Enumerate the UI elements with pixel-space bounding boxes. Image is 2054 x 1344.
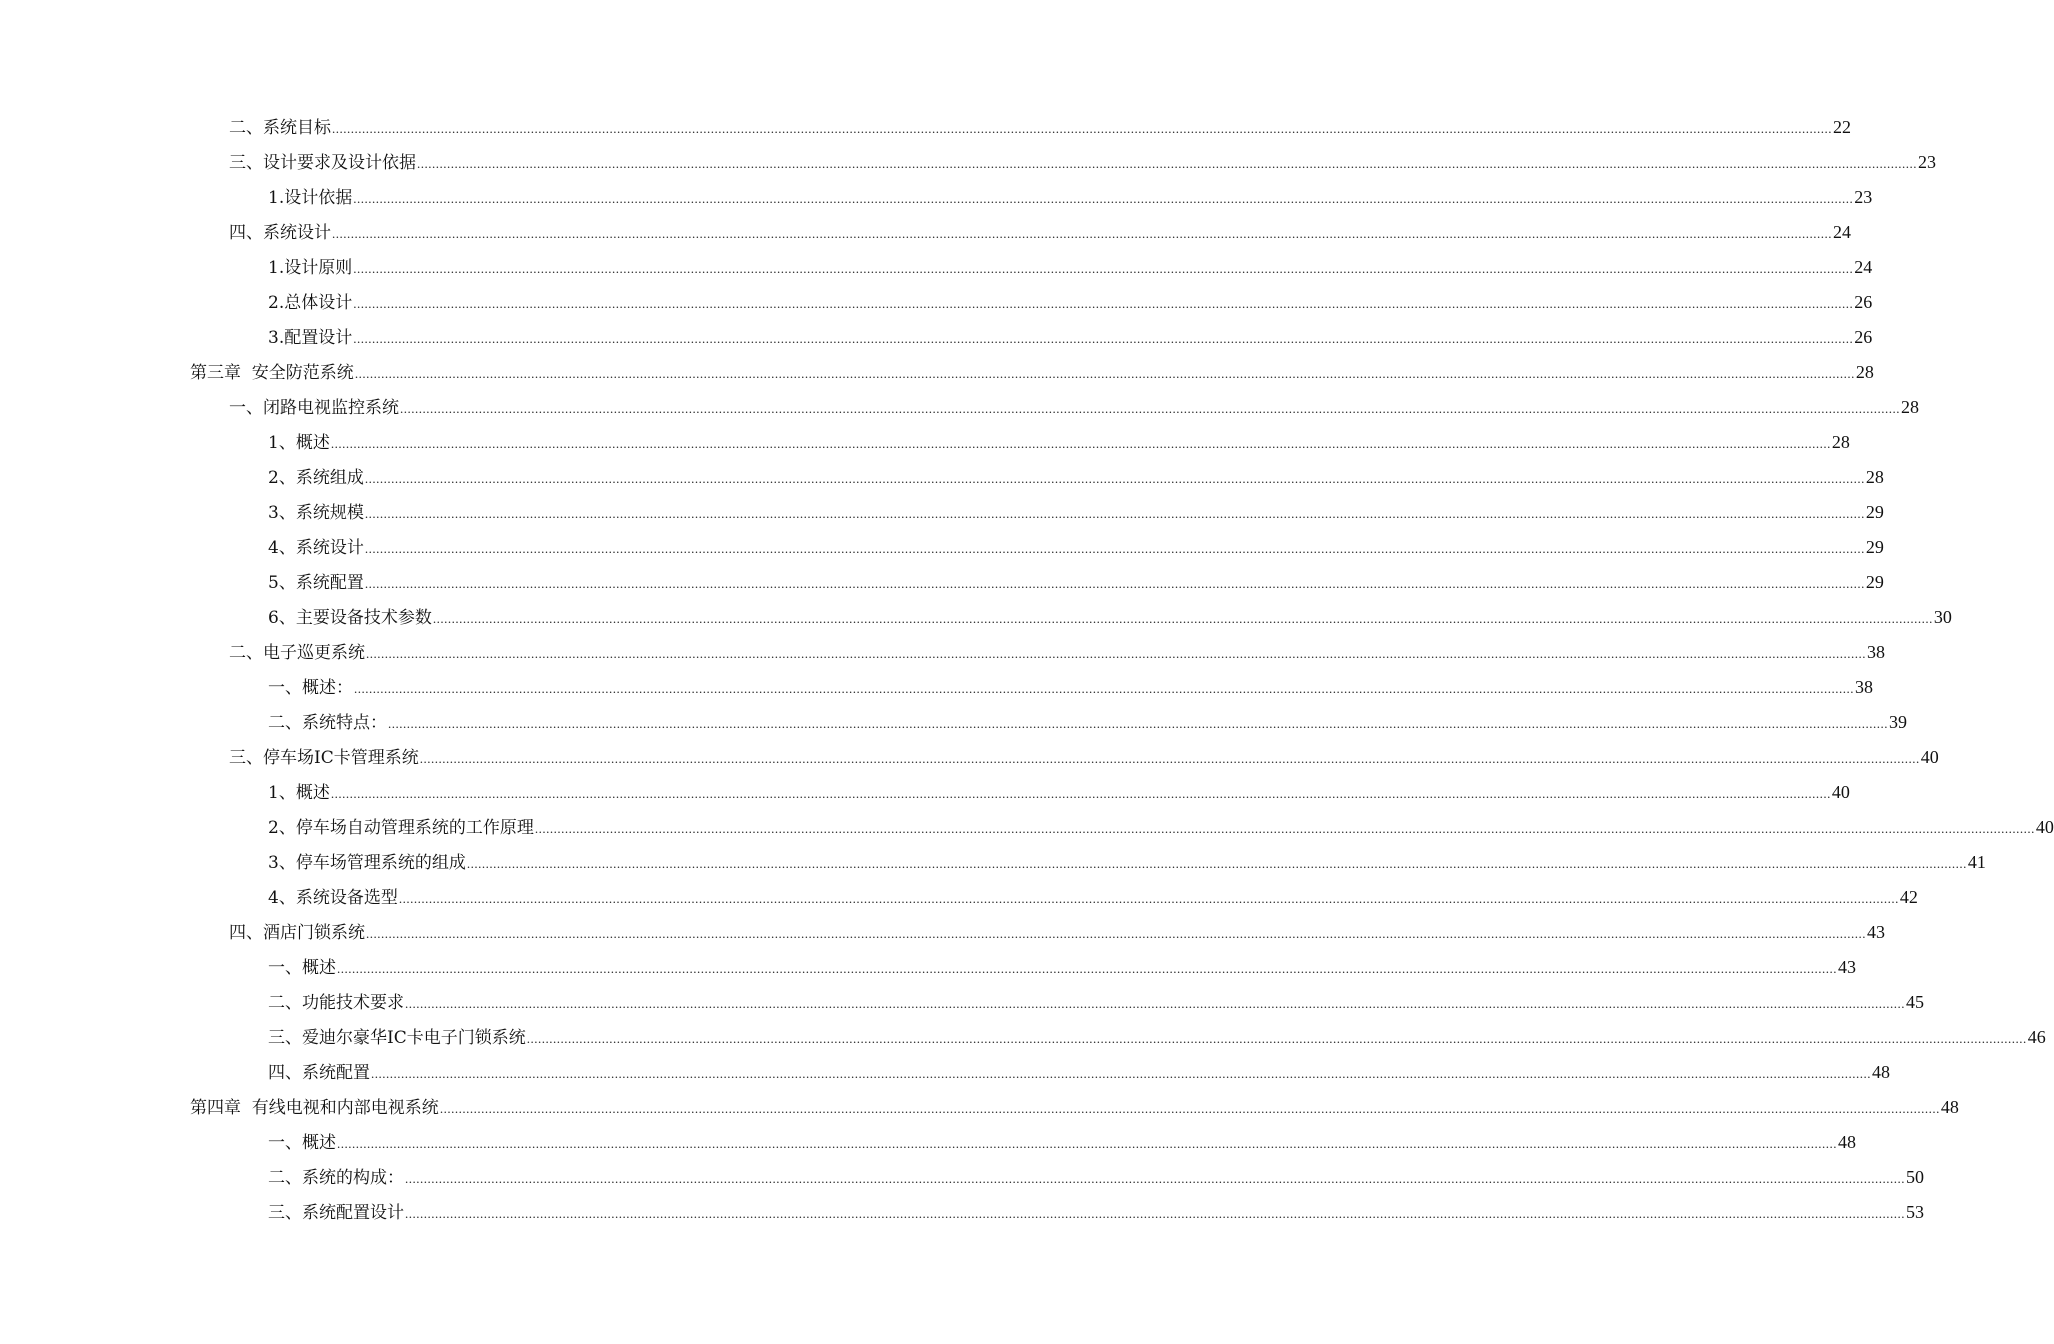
- toc-entry[interactable]: [0, 180, 1873, 215]
- toc-entry-page-number: 53: [1906, 1202, 1924, 1222]
- toc-entry-line: [268, 956, 1856, 980]
- toc-entry[interactable]: [0, 250, 1873, 285]
- dot-leader: ................................................................................................................................................................................................................................................................................................................................................................................................................: [432, 611, 1933, 626]
- toc-entry-line: [268, 1166, 1924, 1190]
- toc-entry-page-number: 38: [1855, 677, 1873, 697]
- toc-entry[interactable]: [0, 1160, 1924, 1195]
- toc-entry-line: [268, 606, 1952, 630]
- toc-entry-title: 一、概述：: [268, 678, 353, 698]
- toc-entry-page-number: 38: [1867, 642, 1885, 662]
- dot-leader: ................................................................................................................................................................................................................................................................................................................................................................................................................: [332, 121, 1832, 136]
- toc-entry-title: 三、停车场IC卡管理系统: [229, 748, 419, 768]
- toc-entry[interactable]: [0, 495, 1884, 530]
- toc-entry-title: 3.配置设计: [268, 328, 353, 348]
- toc-entry-page-number: 28: [1855, 362, 1874, 382]
- toc-entry-line: [268, 326, 1873, 350]
- toc-entry[interactable]: [0, 670, 1873, 705]
- toc-entry[interactable]: [0, 915, 1885, 950]
- toc-entry-line: [268, 1201, 1924, 1225]
- toc-entry-number: 3、: [268, 503, 296, 523]
- toc-entry[interactable]: [0, 460, 1884, 495]
- toc-entry-title: 一、概述: [268, 1133, 336, 1153]
- toc-entry-line: [268, 571, 1884, 595]
- toc-entry-line: [229, 396, 1919, 420]
- toc-entry-page-number: 40: [2035, 817, 2054, 837]
- dot-leader: ................................................................................................................................................................................................................................................................................................................................................................................................................: [353, 331, 1854, 346]
- toc-entry[interactable]: [0, 1020, 2046, 1055]
- toc-entry-line: [268, 466, 1884, 490]
- dot-leader: ................................................................................................................................................................................................................................................................................................................................................................................................................: [364, 576, 1865, 591]
- toc-entry-title: 1.设计原则: [268, 258, 353, 278]
- toc-entry-page-number: 24: [1833, 222, 1851, 242]
- dot-leader: ................................................................................................................................................................................................................................................................................................................................................................................................................: [332, 226, 1832, 241]
- toc-entry[interactable]: [0, 530, 1884, 565]
- toc-entry-page-number: 24: [1854, 257, 1873, 277]
- toc-entry[interactable]: [0, 880, 1918, 915]
- toc-entry[interactable]: [0, 110, 1851, 145]
- toc-entry-title: 第四章 有线电视和内部电视系统: [190, 1098, 439, 1118]
- toc-entry-title: 1.设计依据: [268, 188, 353, 208]
- toc-entry-title: 二、电子巡更系统: [229, 643, 365, 663]
- dot-leader: ................................................................................................................................................................................................................................................................................................................................................................................................................: [405, 1171, 1905, 1186]
- toc-entry-number: 2、: [268, 468, 296, 488]
- toc-entry-page-number: 22: [1833, 117, 1851, 137]
- toc-entry[interactable]: [0, 845, 1986, 880]
- toc-entry-page-number: 23: [1918, 152, 1936, 172]
- toc-entry-number: 6、: [268, 608, 296, 628]
- toc-entry-number: 5、: [268, 573, 296, 593]
- toc-entry[interactable]: [0, 1195, 1924, 1230]
- dot-leader: ................................................................................................................................................................................................................................................................................................................................................................................................................: [364, 506, 1865, 521]
- toc-entry-title: 第三章 安全防范系统: [190, 363, 354, 383]
- toc-entry-line: [268, 501, 1884, 525]
- toc-entry-title: 系统配置: [295, 573, 364, 593]
- toc-entry-number: 3、: [268, 853, 296, 873]
- toc-entry-title: 四、系统配置: [268, 1063, 370, 1083]
- toc-entry-line: [190, 361, 1874, 385]
- toc-entry-title: 停车场管理系统的组成: [295, 853, 466, 873]
- toc-entry-title: 系统规模: [295, 503, 364, 523]
- toc-entry[interactable]: [0, 1125, 1856, 1160]
- dot-leader: ................................................................................................................................................................................................................................................................................................................................................................................................................: [353, 296, 1854, 311]
- dot-leader: ................................................................................................................................................................................................................................................................................................................................................................................................................: [405, 1206, 1905, 1221]
- toc-entry-line: [268, 991, 1924, 1015]
- dot-leader: ................................................................................................................................................................................................................................................................................................................................................................................................................: [534, 821, 2035, 836]
- toc-entry-title: 主要设备技术参数: [295, 608, 432, 628]
- toc-entry-page-number: 48: [1872, 1062, 1890, 1082]
- toc-entry[interactable]: [0, 145, 1936, 180]
- toc-entry-line: [229, 116, 1851, 140]
- dot-leader: ................................................................................................................................................................................................................................................................................................................................................................................................................: [353, 191, 1854, 206]
- toc-entry-page-number: 28: [1865, 467, 1884, 487]
- toc-entry-line: [268, 781, 1850, 805]
- toc-entry-line: [268, 536, 1884, 560]
- toc-entry-title: 四、系统设计: [229, 223, 331, 243]
- dot-leader: ................................................................................................................................................................................................................................................................................................................................................................................................................: [354, 366, 1855, 381]
- toc-entry-line: [268, 886, 1918, 910]
- toc-entry-line: [268, 431, 1850, 455]
- toc-entry-line: [268, 816, 2054, 840]
- toc-entry-title: 二、系统的构成：: [268, 1168, 404, 1188]
- toc-entry-number: 1、: [268, 783, 296, 803]
- toc-entry-line: [268, 256, 1873, 280]
- dot-leader: ................................................................................................................................................................................................................................................................................................................................................................................................................: [337, 1136, 1837, 1151]
- dot-leader: ................................................................................................................................................................................................................................................................................................................................................................................................................: [354, 681, 1854, 696]
- toc-entry-page-number: 39: [1889, 712, 1907, 732]
- toc-entry-page-number: 29: [1865, 502, 1884, 522]
- toc-entry-title: 系统设备选型: [295, 888, 398, 908]
- toc-entry-line: [268, 186, 1873, 210]
- toc-entry-title: 三、系统配置设计: [268, 1203, 404, 1223]
- toc-entry[interactable]: [0, 390, 1919, 425]
- dot-leader: ................................................................................................................................................................................................................................................................................................................................................................................................................: [330, 436, 1831, 451]
- dot-leader: ................................................................................................................................................................................................................................................................................................................................................................................................................: [337, 961, 1837, 976]
- toc-entry[interactable]: [0, 775, 1850, 810]
- toc-entry-title: 三、爱迪尔豪华IC卡电子门锁系统: [268, 1028, 526, 1048]
- toc-entry-title: 三、设计要求及设计依据: [229, 153, 416, 173]
- toc-entry-line: [268, 1061, 1890, 1085]
- toc-entry-title: 概述: [295, 433, 330, 453]
- toc-entry-title: 二、系统特点：: [268, 713, 387, 733]
- toc-entry-line: [229, 151, 1936, 175]
- dot-leader: ................................................................................................................................................................................................................................................................................................................................................................................................................: [439, 1101, 1940, 1116]
- toc-entry-page-number: 29: [1865, 572, 1884, 592]
- toc-entry-page-number: 28: [1901, 397, 1919, 417]
- toc-entry-page-number: 26: [1854, 327, 1873, 347]
- toc-entry[interactable]: [0, 285, 1873, 320]
- dot-leader: ................................................................................................................................................................................................................................................................................................................................................................................................................: [417, 156, 1917, 171]
- toc-entry[interactable]: [0, 565, 1884, 600]
- toc-entry[interactable]: [0, 355, 1874, 390]
- dot-leader: ................................................................................................................................................................................................................................................................................................................................................................................................................: [330, 786, 1831, 801]
- toc-entry-title: 二、系统目标: [229, 118, 331, 138]
- dot-leader: ................................................................................................................................................................................................................................................................................................................................................................................................................: [398, 891, 1899, 906]
- dot-leader: ................................................................................................................................................................................................................................................................................................................................................................................................................: [419, 751, 1920, 766]
- toc-entry[interactable]: [0, 705, 1907, 740]
- toc-entry-line: [268, 1131, 1856, 1155]
- toc-entry-page-number: 40: [1920, 747, 1939, 767]
- toc-entry[interactable]: [0, 985, 1924, 1020]
- toc-entry-page-number: 42: [1899, 887, 1918, 907]
- toc-entry-page-number: 28: [1831, 432, 1850, 452]
- dot-leader: ................................................................................................................................................................................................................................................................................................................................................................................................................: [364, 471, 1865, 486]
- toc-entry-line: [268, 851, 1986, 875]
- toc-entry[interactable]: [0, 635, 1885, 670]
- dot-leader: ................................................................................................................................................................................................................................................................................................................................................................................................................: [364, 541, 1865, 556]
- toc-entry[interactable]: [0, 1090, 1959, 1125]
- toc-entry-title: 系统设计: [295, 538, 364, 558]
- toc-entry-page-number: 45: [1906, 992, 1924, 1012]
- dot-leader: ................................................................................................................................................................................................................................................................................................................................................................................................................: [400, 401, 1900, 416]
- toc-entry[interactable]: [0, 600, 1952, 635]
- dot-leader: ................................................................................................................................................................................................................................................................................................................................................................................................................: [466, 856, 1967, 871]
- toc-entry-line: [229, 221, 1851, 245]
- toc-entry-line: [268, 711, 1907, 735]
- toc-entry[interactable]: [0, 320, 1873, 355]
- toc-entry-line: [229, 641, 1885, 665]
- toc-entry[interactable]: [0, 950, 1856, 985]
- toc-entry-page-number: 23: [1854, 187, 1873, 207]
- dot-leader: ................................................................................................................................................................................................................................................................................................................................................................................................................: [371, 1066, 1871, 1081]
- dot-leader: ................................................................................................................................................................................................................................................................................................................................................................................................................: [405, 996, 1905, 1011]
- toc-entry-line: [268, 676, 1873, 700]
- toc-entry[interactable]: [0, 1055, 1890, 1090]
- dot-leader: ................................................................................................................................................................................................................................................................................................................................................................................................................: [526, 1031, 2027, 1046]
- toc-entry-line: [190, 1096, 1959, 1120]
- dot-leader: ................................................................................................................................................................................................................................................................................................................................................................................................................: [353, 261, 1854, 276]
- toc-entry[interactable]: [0, 425, 1850, 460]
- toc-entry-line: [268, 291, 1873, 315]
- toc-entry-line: [229, 921, 1885, 945]
- toc-entry-title: 系统组成: [295, 468, 364, 488]
- toc-entry-page-number: 43: [1838, 957, 1856, 977]
- toc-entry-title: 概述: [295, 783, 330, 803]
- dot-leader: ................................................................................................................................................................................................................................................................................................................................................................................................................: [366, 926, 1866, 941]
- toc-entry-line: [268, 1026, 2046, 1050]
- toc-entry-page-number: 46: [2027, 1027, 2046, 1047]
- toc-entry-page-number: 41: [1967, 852, 1986, 872]
- toc-entry-number: 4、: [268, 538, 296, 558]
- toc-entry[interactable]: [0, 740, 1939, 775]
- table-of-contents: [0, 110, 2054, 1230]
- toc-entry-page-number: 26: [1854, 292, 1873, 312]
- dot-leader: ................................................................................................................................................................................................................................................................................................................................................................................................................: [366, 646, 1866, 661]
- toc-entry-page-number: 29: [1865, 537, 1884, 557]
- toc-entry[interactable]: [0, 215, 1851, 250]
- toc-entry-page-number: 48: [1940, 1097, 1959, 1117]
- toc-entry-line: [229, 746, 1939, 770]
- toc-entry-page-number: 30: [1933, 607, 1952, 627]
- dot-leader: ................................................................................................................................................................................................................................................................................................................................................................................................................: [388, 716, 1888, 731]
- toc-entry-number: 2、: [268, 818, 296, 838]
- toc-entry-number: 1、: [268, 433, 296, 453]
- toc-entry-title: 一、概述: [268, 958, 336, 978]
- toc-entry-title: 2.总体设计: [268, 293, 353, 313]
- toc-entry-number: 4、: [268, 888, 296, 908]
- toc-entry-page-number: 43: [1867, 922, 1885, 942]
- toc-entry-title: 四、酒店门锁系统: [229, 923, 365, 943]
- toc-entry-page-number: 40: [1831, 782, 1850, 802]
- toc-entry[interactable]: [0, 810, 2054, 845]
- toc-entry-page-number: 48: [1838, 1132, 1856, 1152]
- toc-entry-title: 停车场自动管理系统的工作原理: [295, 818, 534, 838]
- toc-entry-title: 二、功能技术要求: [268, 993, 404, 1013]
- toc-entry-title: 一、闭路电视监控系统: [229, 398, 399, 418]
- toc-entry-page-number: 50: [1906, 1167, 1924, 1187]
